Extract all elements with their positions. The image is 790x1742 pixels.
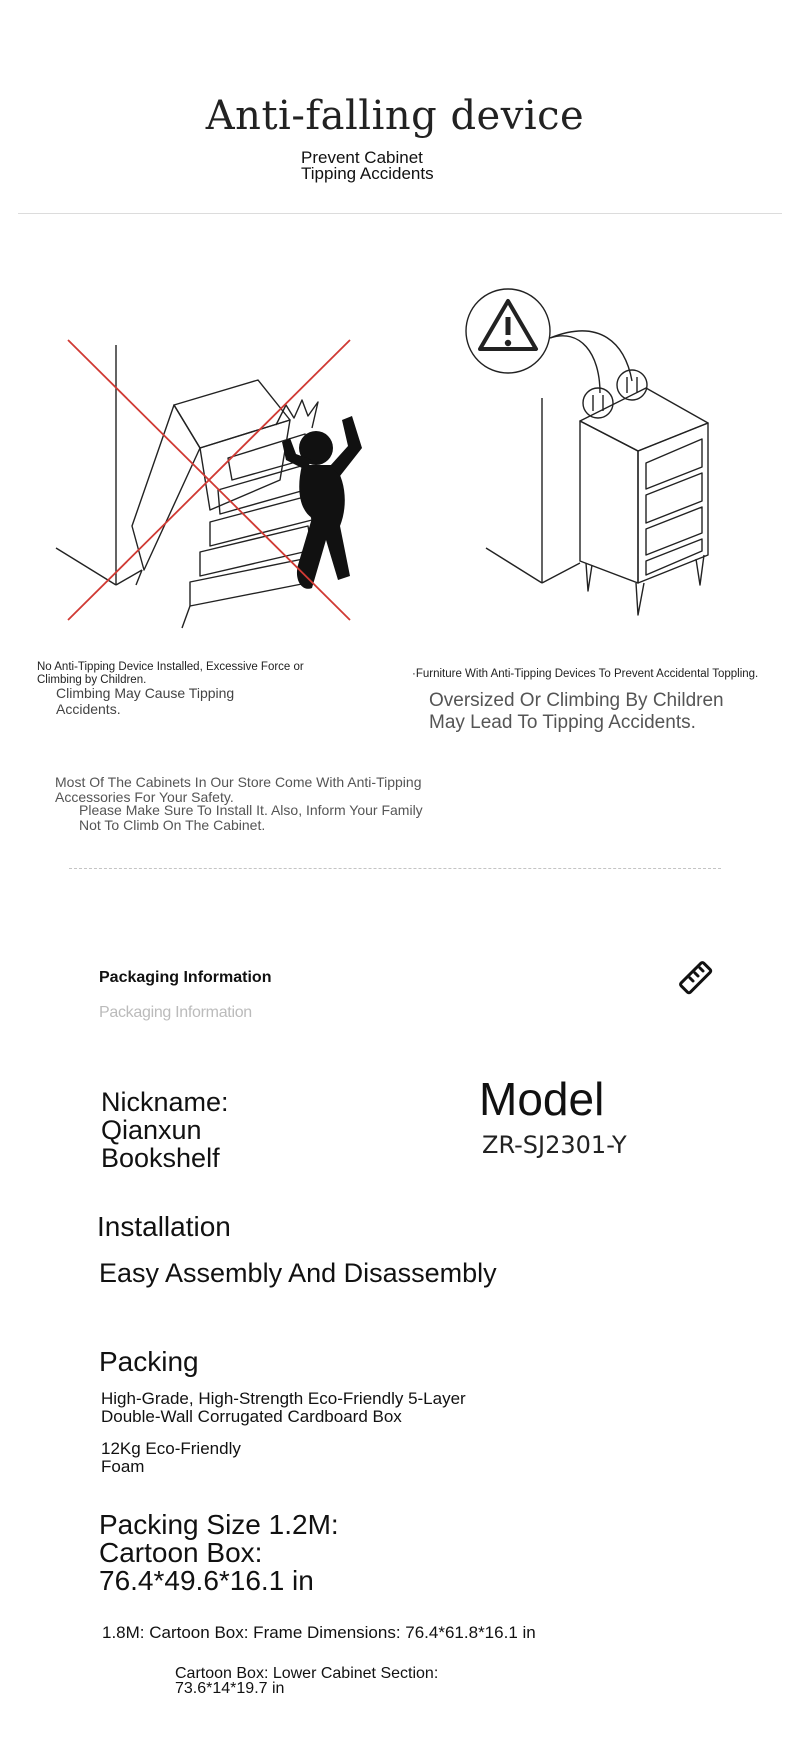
subtitle	[301, 150, 434, 182]
packing-size-block	[99, 1511, 339, 1595]
anti-tipping-cabinet-illustration	[450, 283, 740, 623]
left-caption-2-line-2: Accidents.	[56, 701, 121, 717]
packing-size-line-2: Cartoon Box:	[99, 1537, 263, 1568]
tipping-cabinet-illustration	[50, 330, 370, 630]
nickname-value-line-1: Qianxun	[101, 1115, 202, 1145]
model-label: Model	[479, 1073, 605, 1125]
nickname-value-line-2: Bookshelf	[101, 1143, 220, 1173]
left-caption-2-line-1: Climbing May Cause Tipping	[56, 685, 235, 701]
page-title: Anti-falling device	[205, 93, 585, 139]
nickname-label: Nickname:	[101, 1087, 229, 1117]
foam-line-1: 12Kg Eco-Friendly	[101, 1439, 241, 1458]
installation-label: Installation	[97, 1211, 231, 1242]
subtitle-line-1: Prevent Cabinet	[301, 148, 423, 167]
child-figure-icon	[282, 416, 362, 589]
foam-line-2: Foam	[101, 1457, 145, 1476]
divider	[18, 213, 782, 214]
lower-cabinet-line-2: 73.6*14*19.7 in	[175, 1680, 285, 1697]
left-caption-2	[56, 685, 234, 717]
packing-size-line-1: Packing Size 1.2M:	[99, 1509, 339, 1540]
notice-text-1	[55, 775, 421, 805]
right-caption: ·Furniture With Anti-Tipping Devices To Prevent Accidental Toppling.	[412, 668, 759, 680]
ruler-icon	[676, 958, 716, 998]
lower-cabinet-size	[175, 1666, 438, 1696]
model-value: ZR-SJ2301-Y	[482, 1131, 627, 1159]
lower-cabinet-line-1: Cartoon Box: Lower Cabinet Section:	[175, 1665, 439, 1682]
size-1-8m: 1.8M: Cartoon Box: Frame Dimensions: 76.4*61.8*16.1 in	[102, 1623, 536, 1642]
notice-line-2: Accessories For Your Safety.	[55, 789, 234, 805]
packing-line-1: High-Grade, High-Strength Eco-Friendly 5-Layer	[101, 1389, 466, 1408]
packing-label: Packing	[99, 1346, 199, 1377]
packing-size-line-3: 76.4*49.6*16.1 in	[99, 1565, 314, 1596]
packing-material	[101, 1390, 466, 1426]
packing-line-2: Double-Wall Corrugated Cardboard Box	[101, 1407, 402, 1426]
packaging-heading: Packaging Information	[99, 969, 272, 986]
subtitle-line-2: Tipping Accidents	[301, 164, 434, 183]
right-caption-2-line-1: Oversized Or Climbing By Children	[429, 690, 724, 711]
packaging-ghost-heading: Packaging Information	[99, 1004, 252, 1021]
notice-text-2	[79, 803, 423, 833]
left-caption	[37, 661, 357, 687]
right-caption-2	[429, 690, 724, 734]
nickname-block	[101, 1088, 229, 1172]
right-caption-2-line-2: May Lead To Tipping Accidents.	[429, 712, 696, 733]
left-caption-line-1: No Anti-Tipping Device Installed, Excessive Force or	[37, 661, 304, 673]
notice-line-4: Not To Climb On The Cabinet.	[79, 817, 266, 833]
foam-info	[101, 1440, 241, 1476]
notice-line-3: Please Make Sure To Install It. Also, Inform Your Family	[79, 802, 423, 818]
dashed-divider	[69, 868, 721, 869]
left-caption-line-2: Climbing by Children.	[37, 674, 147, 686]
notice-line-1: Most Of The Cabinets In Our Store Come With Anti-Tipping	[55, 774, 422, 790]
installation-value: Easy Assembly And Disassembly	[99, 1258, 497, 1288]
